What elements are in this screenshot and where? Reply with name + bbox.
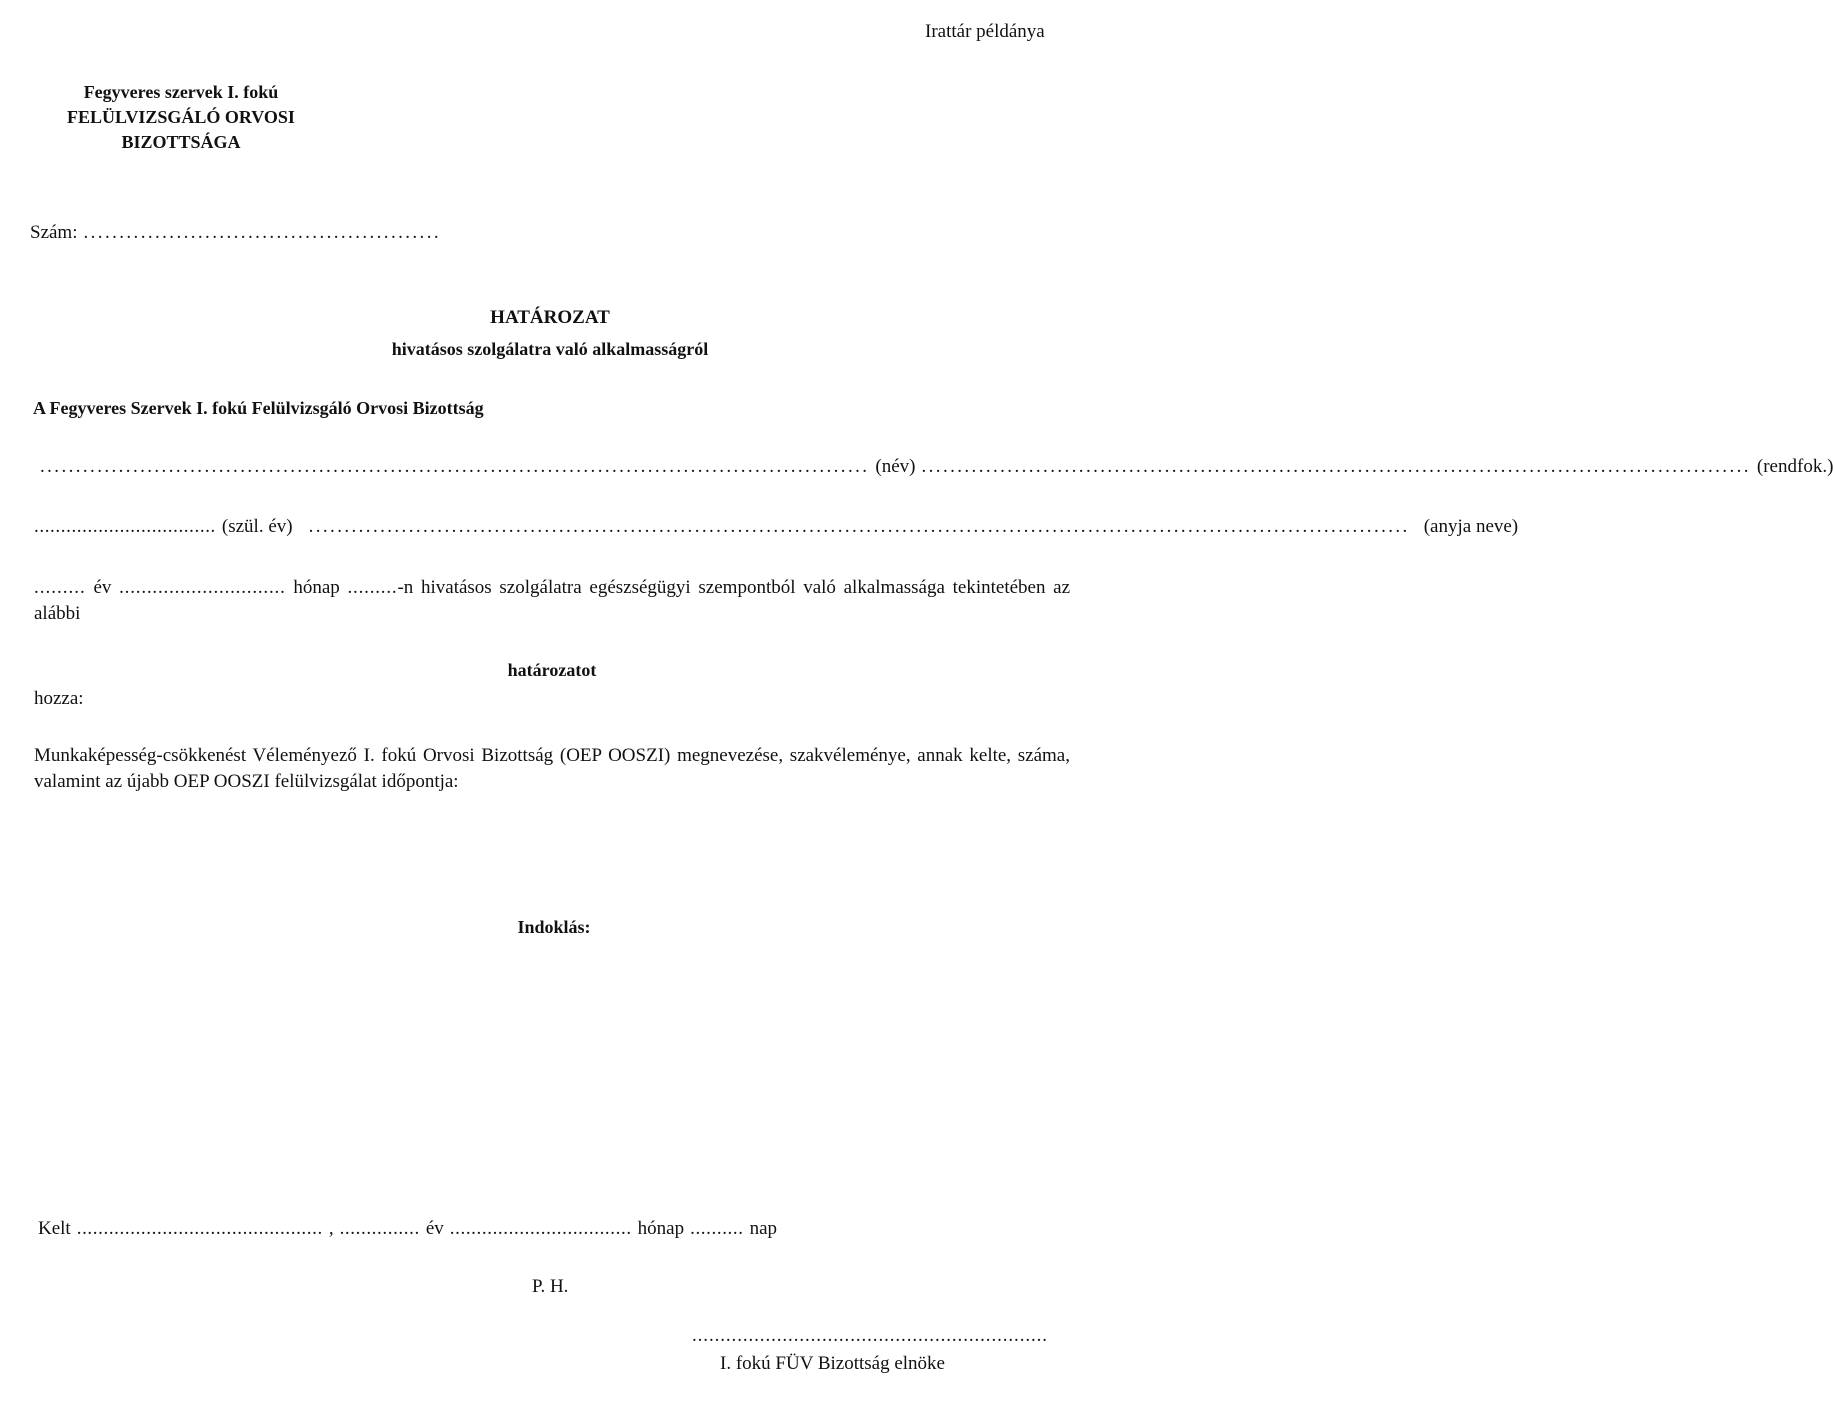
document-title: HATÁROZAT (490, 307, 610, 328)
oosz-paragraph: Munkaképesség-csökkenést Véleményező I. fokú Orvosi Bizottság (OEP OOSZI) megnevezése, szakvéleménye, annak kelte, száma, valamint az újabb OEP OOSZI felülvizsgálat időpontja: (34, 745, 1070, 792)
signer-label: I. fokú FÜV Bizottság elnöke (720, 1353, 945, 1374)
kelt-day-label: nap (749, 1218, 778, 1239)
stamp-label: P. H. (532, 1276, 569, 1297)
kelt-month-label: hónap (637, 1218, 685, 1239)
name-label: (név) (875, 456, 916, 477)
comma-separator: , (328, 1218, 334, 1239)
kelt-date-row (38, 1218, 778, 1240)
year-label: év (93, 577, 112, 598)
issuer-line-3: BIZOTTSÁGA (121, 132, 241, 152)
decision-heading: határozatot (507, 660, 597, 680)
name-fill-dots[interactable]: .................................................................................................................... (40, 456, 870, 477)
year-fill-dots[interactable]: ......... (34, 577, 86, 598)
number-line (30, 222, 441, 244)
number-label: Szám: (30, 222, 78, 243)
name-rank-row (40, 456, 1833, 478)
number-fill-dots[interactable]: .................................................. (83, 222, 441, 243)
issuer-line-2: FELÜLVIZSGÁLÓ ORVOSI (67, 107, 295, 127)
month-fill-dots[interactable]: .............................. (119, 577, 286, 598)
kelt-day-fill-dots[interactable]: .......... (690, 1218, 744, 1239)
month-label: hónap (293, 577, 340, 598)
brings-label: hozza: (34, 688, 84, 709)
copy-label: Irattár példánya (925, 21, 1045, 42)
mother-name-label: (anyja neve) (1423, 516, 1519, 537)
kelt-label: Kelt (38, 1218, 71, 1239)
kelt-month-fill-dots[interactable]: .................................. (449, 1218, 632, 1239)
date-sentence (34, 575, 1070, 627)
issuer-block (30, 80, 332, 155)
kelt-year-fill-dots[interactable]: ............... (339, 1218, 420, 1239)
rank-label: (rendfok.) (1756, 456, 1833, 477)
date-sentence-rest: -n hivatásos szolgálatra egészségügyi szempontból való alkalmassága tekintetében az alábbi (34, 577, 1071, 624)
birth-year-fill-dots[interactable]: .................................. (34, 516, 216, 537)
document-subtitle: hivatásos szolgálatra való alkalmasságról (391, 339, 709, 359)
day-fill-dots[interactable]: ......... (347, 577, 398, 598)
birth-mother-row (34, 516, 1519, 538)
reasoning-heading: Indoklás: (517, 917, 591, 937)
place-fill-dots[interactable]: .............................................. (76, 1218, 323, 1239)
issuer-line-1: Fegyveres szervek I. fokú (83, 82, 279, 102)
birth-year-label: (szül. év) (221, 516, 293, 537)
mother-name-fill-dots[interactable]: .......................................................................................................................................................... (308, 516, 1410, 537)
committee-name: A Fegyveres Szervek I. fokú Felülvizsgáló Orvosi Bizottság (33, 398, 484, 418)
signature-line-dots[interactable]: ............................................................... (692, 1325, 1048, 1346)
rank-fill-dots[interactable]: .................................................................................................................... (921, 456, 1751, 477)
kelt-year-label: év (425, 1218, 444, 1239)
